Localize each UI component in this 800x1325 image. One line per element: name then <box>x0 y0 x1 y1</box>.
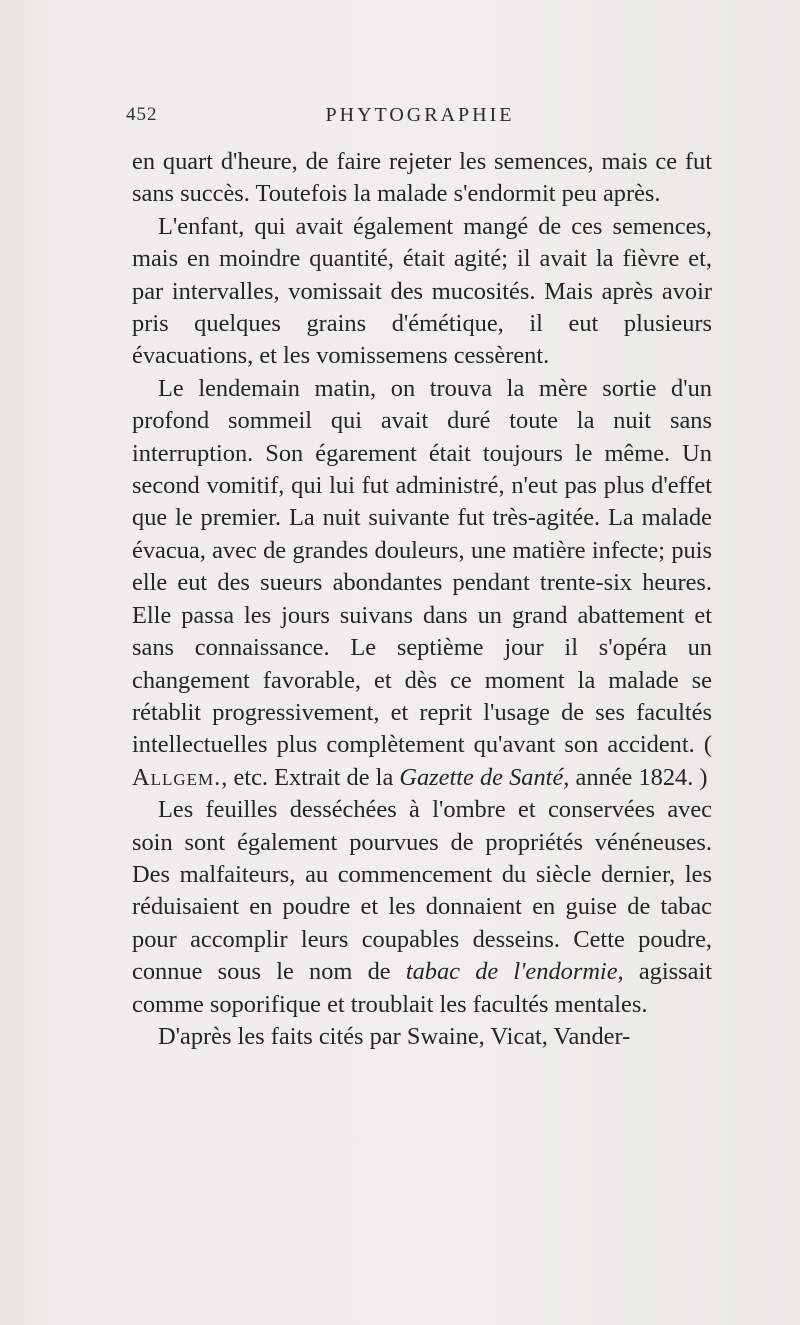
italic-term: tabac de l'endormie, <box>405 958 624 986</box>
paragraph-5: D'après les faits cités par Swaine, Vicat, Vander- <box>158 1022 631 1050</box>
paragraph-4-text-b: agissait comme soporifique et troublait les facultés mentales. <box>132 958 713 1018</box>
citation-abbreviation: Allgem. <box>132 763 222 791</box>
body-text <box>132 146 712 1053</box>
paragraph-3-text-c: année 1824. ) <box>569 763 708 791</box>
running-head <box>126 104 714 134</box>
paragraph-3 <box>132 373 712 794</box>
running-title: PHYTOGRAPHIE <box>325 104 515 126</box>
paragraph-3-text-b: , etc. Extrait de la <box>221 763 400 791</box>
paragraph-4 <box>132 794 712 1021</box>
paragraph-1: en quart d'heure, de faire rejeter les semences, mais ce fut sans succès. Toutefois la malade s'endormit peu après. <box>132 148 712 208</box>
paragraph-2: L'enfant, qui avait également mangé de ces semences, mais en moindre quantité, était agité; il avait la fièvre et, par intervalles, vomissait des mucosités. Mais après avoir pris quelques grains d'émétique, il eut plusieurs évacuations, et les vomissemens cessèrent. <box>132 212 712 370</box>
paragraph-4-text-a: Les feuilles desséchées à l'ombre et conservées avec soin sont également pourvues de propriétés vénéneuses. Des malfaiteurs, au commencement du siècle dernier, les réduisaient en poudre et les donnaient en guise de tabac pour accomplir leurs coupables desseins. Cette poudre, connue sous le nom de <box>132 796 712 986</box>
cited-journal-title: Gazette de Santé, <box>399 763 570 791</box>
page-number: 452 <box>126 104 158 125</box>
paragraph-3-text-a: Le lendemain matin, on trouva la mère sortie d'un profond sommeil qui avait duré toute la nuit sans interruption. Son égarement était toujours le même. Un second vomitif, qui lui fut administré, n'eut pas plus d'effet que le premier. La nuit suivante fut très-agitée. La malade évacua, avec de grandes douleurs, une matière infecte; puis elle eut des sueurs abondantes pendant trente-six heures. Elle passa les jours suivans dans un grand abattement et sans connaissance. Le septième jour il s'opéra un changement favorable, et dès ce moment la malade se rétablit progressivement, et reprit l'usage de ses facultés intellectuelles plus complètement qu'avant son accident. ( <box>132 374 712 759</box>
